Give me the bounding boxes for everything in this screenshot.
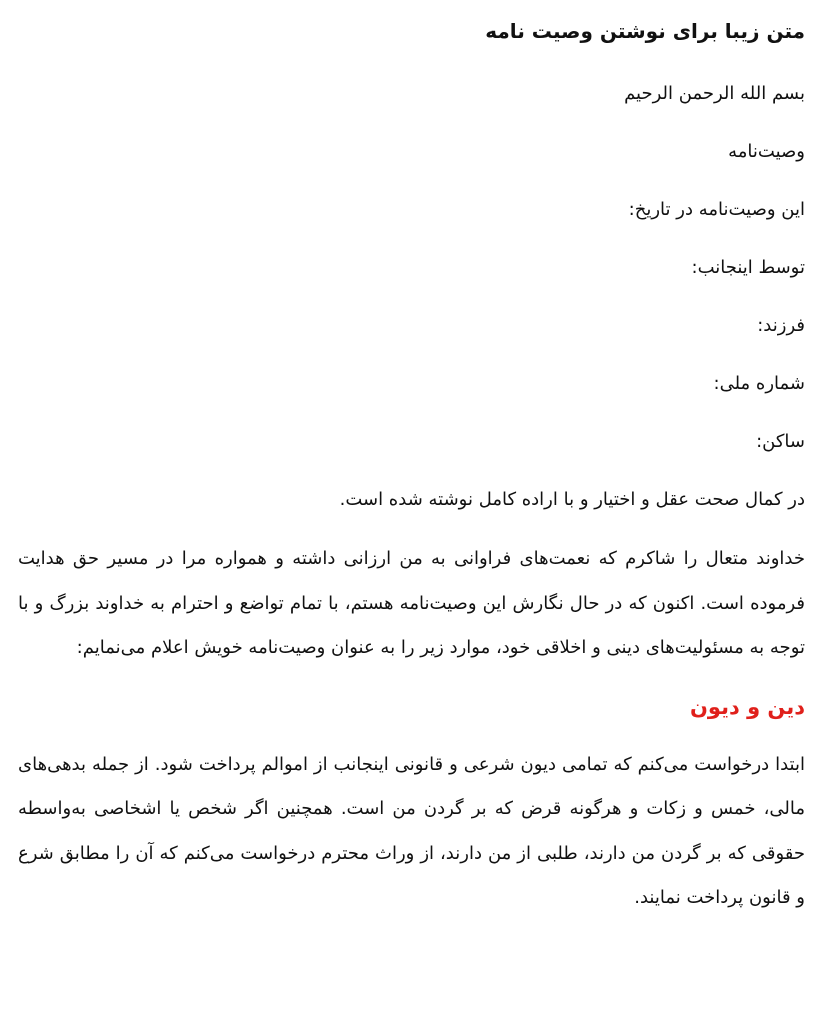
page-title: متن زیبا برای نوشتن وصیت نامه (485, 19, 805, 43)
date-field-line: این وصیت‌نامه در تاریخ: (628, 199, 805, 220)
national-id-field-line: شماره ملی: (713, 373, 805, 394)
section-heading-debts: دین و دیون (690, 694, 805, 719)
debts-paragraph: ابتدا درخواست می‌کنم که تمامی دیون شرعی و قانونی اینجانب از اموالم پرداخت شود. از جمله بدهی‌های مالی، خمس و زکات و هرگونه قرض که بر گردن من است. همچنین اگر شخص یا اشخاصی به‌واسطه حقوقی که بر گردن من دارند، طلبی از من دارند، از وراث محترم درخواست می‌کنم که آن را مطابق شرع و قانون پرداخت نمایند. (18, 753, 805, 908)
author-field-line: توسط اینجانب: (691, 257, 805, 278)
basmala-line: بسم الله الرحمن الرحیم (624, 83, 805, 104)
child-of-field-line: فرزند: (757, 315, 805, 336)
residence-field-line: ساکن: (756, 431, 805, 452)
intro-paragraph: خداوند متعال را شاکرم که نعمت‌های فراوانی به من ارزانی داشته و همواره مرا در مسیر حق هدایت فرموده است. اکنون که در حال نگارش این وصیت‌نامه هستم، با تمام تواضع و احترام به خداوند بزرگ و با توجه به مسئولیت‌های دینی و اخلاقی خود، موارد زیر را به عنوان وصیت‌نامه خویش اعلام می‌نمایم: (18, 548, 805, 658)
will-heading-line: وصیت‌نامه (728, 141, 805, 162)
sanity-statement-line: در کمال صحت عقل و اختیار و با اراده کامل نوشته شده است. (339, 489, 805, 510)
